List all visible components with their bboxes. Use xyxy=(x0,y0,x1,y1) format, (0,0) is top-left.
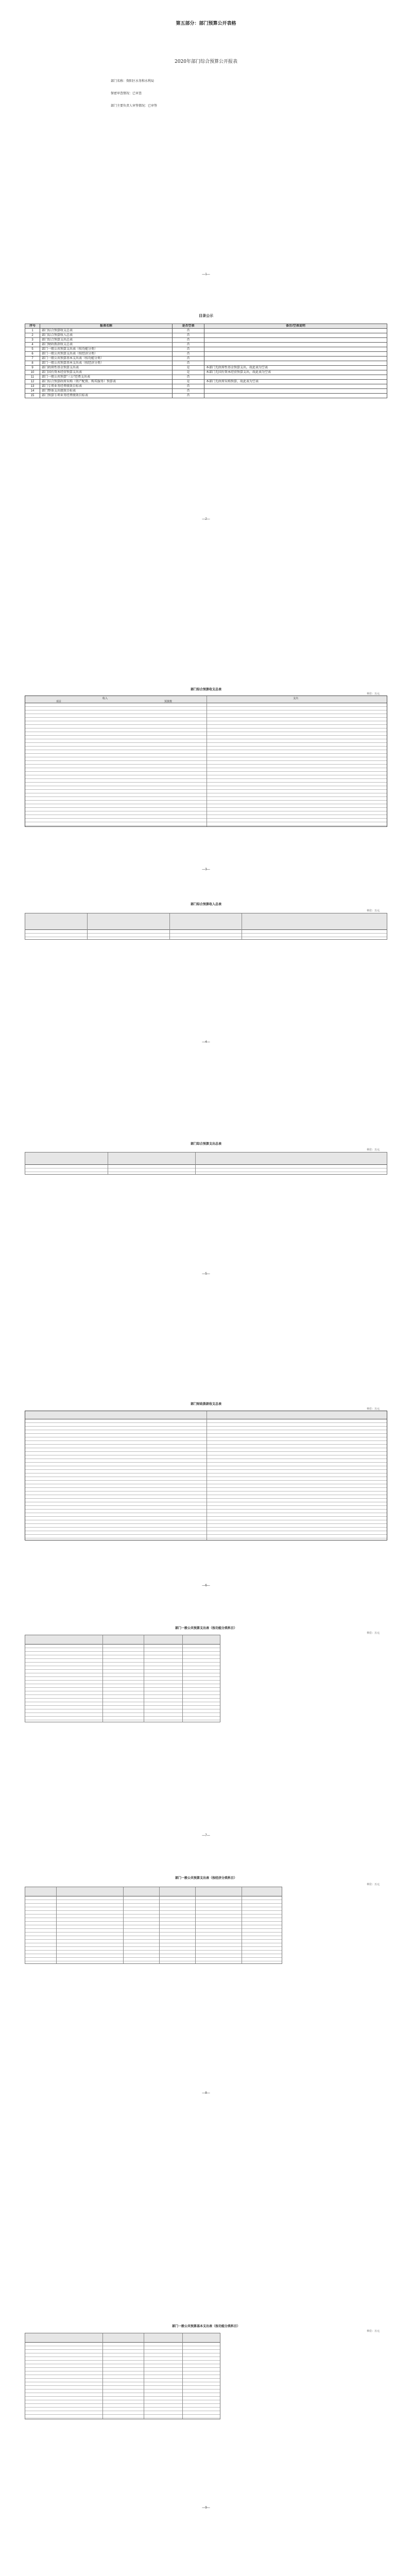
table-cell-no: 1 xyxy=(25,329,40,333)
table-cell-empty: 否 xyxy=(173,361,204,366)
table-cell-note xyxy=(204,352,387,357)
table-cell-name: 部门财政拨款收支总表 xyxy=(40,343,173,347)
cover-title: 第五部分：部门预算公开表格 xyxy=(176,21,236,26)
unit-label: 单位：万元 xyxy=(367,692,380,696)
table-cell-note xyxy=(204,329,387,333)
table-row xyxy=(25,366,387,370)
table-header xyxy=(25,913,387,930)
table-cell-name: 部门专项业务经费绩效目标表 xyxy=(40,384,173,389)
section-title: 部门综合预算收支总表 xyxy=(190,688,221,691)
table-cell-no: 14 xyxy=(25,389,40,394)
table-cell-empty: 是 xyxy=(173,366,204,370)
table-cell-name: 部门预算专项业务经费绩效目标表 xyxy=(40,394,173,398)
table-cell-note xyxy=(204,361,387,366)
header-item: 项目 xyxy=(56,700,62,703)
unit-label: 单位：万元 xyxy=(367,1883,380,1886)
table-header xyxy=(25,1411,387,1419)
table-cell-empty: 否 xyxy=(173,394,204,398)
table-cell-note xyxy=(204,384,387,389)
table-cell-no: 5 xyxy=(25,347,40,352)
table-row xyxy=(25,389,387,394)
cover-secret-line: 保密审查情况：已审查 xyxy=(111,92,142,95)
header-expense: 支出 xyxy=(293,697,299,700)
table-cell-name: 部门一般公共预算“三公”经费支出表 xyxy=(40,375,173,380)
cover-unit-line: 部门名称：资阳区水务和水利局 xyxy=(111,80,154,83)
table-header xyxy=(25,696,387,703)
table-cell-name: 部门综合预算收支总表 xyxy=(40,329,173,333)
table-cell-note xyxy=(204,333,387,338)
directory-table xyxy=(25,324,387,398)
fiscal-table xyxy=(25,1411,387,1540)
table-body xyxy=(25,2343,220,2419)
page-number: —1— xyxy=(202,273,210,276)
header-amount: 预算数 xyxy=(164,700,173,703)
table-cell-empty: 否 xyxy=(173,333,204,338)
column-header: 序号 xyxy=(25,324,40,329)
table-row xyxy=(25,329,387,333)
column-header: 报表名称 xyxy=(40,324,173,329)
unit-label: 单位：万元 xyxy=(367,1408,380,1411)
page-number: —5— xyxy=(202,1273,210,1276)
page-number: —8— xyxy=(202,2092,210,2095)
table-body xyxy=(25,1645,220,1722)
column-header: 备注/空表说明 xyxy=(204,324,387,329)
basic-function-table xyxy=(25,2333,220,2419)
table-cell-empty: 是 xyxy=(173,380,204,384)
table-row xyxy=(25,338,387,343)
table-cell-empty: 否 xyxy=(173,357,204,361)
table-cell-note xyxy=(204,338,387,343)
table-cell-no: 2 xyxy=(25,333,40,338)
unit-label: 单位：万元 xyxy=(367,909,380,912)
table-body xyxy=(25,1165,387,1175)
page-number: —3— xyxy=(202,868,210,871)
cover-subtitle: 2020年部门综合预算公开报表 xyxy=(175,59,237,64)
function-expense-table xyxy=(25,1635,220,1722)
table-body xyxy=(25,1896,282,1964)
page-number: —9— xyxy=(202,2506,210,2510)
table-cell-empty: 否 xyxy=(173,343,204,347)
summary-table xyxy=(25,696,387,827)
table-cell-note xyxy=(204,343,387,347)
table-cell-name: 部门整体支出绩效目标表 xyxy=(40,389,173,394)
section-title: 部门综合预算收入总表 xyxy=(190,903,221,906)
table-cell-no: 4 xyxy=(25,343,40,347)
table-header xyxy=(25,1887,282,1896)
section-title: 部门一般公共预算支出表（按功能分类科目） xyxy=(175,1627,237,1630)
table-cell-no: 6 xyxy=(25,352,40,357)
table-cell-name: 部门综合预算收入总表 xyxy=(40,333,173,338)
table-row xyxy=(25,361,387,366)
table-cell-name: 部门一般公共预算支出表（按经济分类） xyxy=(40,352,173,357)
table-cell-no: 10 xyxy=(25,370,40,375)
table-cell-empty: 否 xyxy=(173,329,204,333)
table-cell-no: 8 xyxy=(25,361,40,366)
page-number: —7— xyxy=(202,1834,210,1837)
table-row xyxy=(25,370,387,375)
table-cell-name: 部门一般公共预算基本支出表（按功能分类） xyxy=(40,357,173,361)
table-cell-note xyxy=(204,347,387,352)
table-header-row xyxy=(25,324,387,329)
table-cell-note: 本部门无政府性基金预算支出，故此表为空表 xyxy=(204,366,387,370)
table-cell-empty: 否 xyxy=(173,375,204,380)
table-cell-no: 11 xyxy=(25,375,40,380)
table-cell-note: 本部门无国有资本经营预算支出，故此表为空表 xyxy=(204,370,387,375)
table-row xyxy=(25,394,387,398)
directory-title: 目录公示 xyxy=(199,313,213,318)
cover-leader-line: 部门主要负责人审签情况：已审签 xyxy=(111,105,158,108)
page-number: —6— xyxy=(202,1584,210,1587)
table-row xyxy=(25,347,387,352)
table-header xyxy=(25,1153,387,1165)
table-cell-no: 9 xyxy=(25,366,40,370)
table-cell-no: 15 xyxy=(25,394,40,398)
table-cell-note xyxy=(204,375,387,380)
table-cell-no: 7 xyxy=(25,357,40,361)
table-header xyxy=(25,1635,220,1645)
table-cell-empty: 否 xyxy=(173,347,204,352)
table-cell-empty: 否 xyxy=(173,338,204,343)
table-cell-note xyxy=(204,394,387,398)
section-title: 部门一般公共预算支出表（按经济分类科目） xyxy=(175,1877,237,1880)
table-row xyxy=(25,343,387,347)
table-cell-name: 部门综合预算支出总表 xyxy=(40,338,173,343)
table-cell-name: 部门政府性基金预算支出表 xyxy=(40,366,173,370)
table-cell-empty: 否 xyxy=(173,352,204,357)
unit-label: 单位：万元 xyxy=(367,1148,380,1151)
table-cell-note xyxy=(204,357,387,361)
header-income: 收入 xyxy=(102,697,108,700)
unit-label: 单位：万元 xyxy=(367,1632,380,1635)
table-row xyxy=(25,380,387,384)
table-cell-note: 本部门无政府采购预算，故此表为空表 xyxy=(204,380,387,384)
table-row xyxy=(25,375,387,380)
table-cell-name: 部门一般公共预算支出表（按功能分类） xyxy=(40,347,173,352)
table-cell-empty: 否 xyxy=(173,389,204,394)
table-cell-name: 部门综合预算政府采购（资产配置、购买服务）预算表 xyxy=(40,380,173,384)
unit-label: 单位：万元 xyxy=(367,2330,380,2333)
table-cell-name: 部门一般公共预算基本支出表（按经济分类） xyxy=(40,361,173,366)
income-table xyxy=(25,913,387,940)
table-cell-name: 部门国有资本经营预算支出表 xyxy=(40,370,173,375)
page-number: —4— xyxy=(202,1041,210,1044)
section-title: 部门一般公共预算基本支出表（按功能分类科目） xyxy=(171,2325,240,2328)
page-number: —2— xyxy=(202,518,210,521)
table-cell-no: 3 xyxy=(25,338,40,343)
table-cell-note xyxy=(204,389,387,394)
table-row xyxy=(25,384,387,389)
table-body xyxy=(25,703,387,827)
table-cell-empty: 是 xyxy=(173,370,204,375)
section-title: 部门综合预算支出总表 xyxy=(190,1143,221,1146)
table-cell-empty: 否 xyxy=(173,384,204,389)
table-body xyxy=(25,1419,387,1540)
table-body xyxy=(25,930,387,940)
expense-table xyxy=(25,1152,387,1175)
table-cell-no: 12 xyxy=(25,380,40,384)
table-row xyxy=(25,352,387,357)
table-cell-no: 13 xyxy=(25,384,40,389)
table-header xyxy=(25,2333,220,2343)
table-row xyxy=(25,357,387,361)
table-row xyxy=(25,333,387,338)
column-header: 是否空表 xyxy=(173,324,204,329)
economic-expense-table xyxy=(25,1887,282,1964)
section-title: 部门财政拨款收支总表 xyxy=(190,1403,221,1406)
